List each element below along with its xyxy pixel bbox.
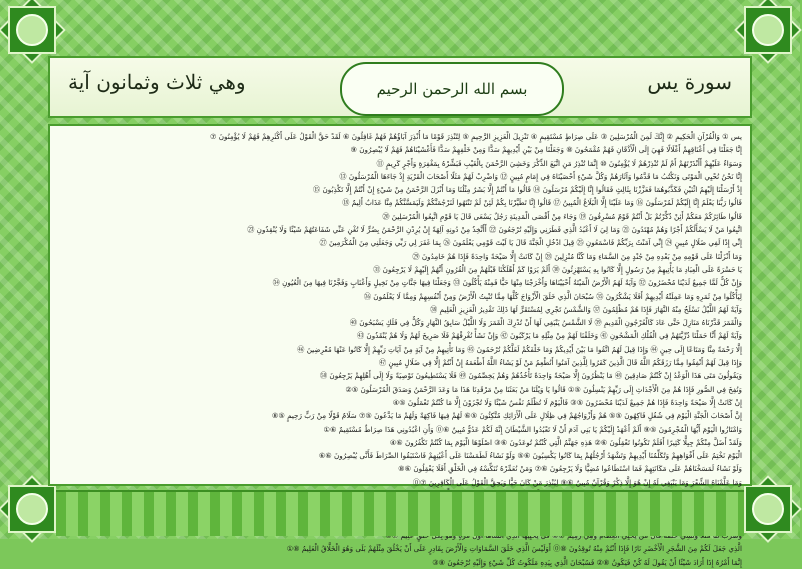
bottom-ornament-band xyxy=(56,490,744,536)
basmala-cartouche: بسم الله الرحمن الرحيم xyxy=(340,62,564,116)
corner-ornament-top-right xyxy=(740,2,796,58)
surah-header xyxy=(48,56,752,118)
text-line: وَإِذَا قِيلَ لَهُمْ أَنْفِقُوا مِمَّا رَزَقَكُمُ اللَّهُ قَالَ الَّذِينَ كَفَرُوا لِلَّذِينَ آمَنُوا أَنُطْعِمُ مَنْ لَوْ يَشَاءُ اللَّهُ أَطْعَمَهُ إِنْ أَنْتُمْ إِلَّا فِي ضَلَالٍ مُبِينٍ ㊼ xyxy=(378,358,742,368)
corner-ornament-bottom-left xyxy=(4,481,60,537)
text-line: وَآيَةٌ لَهُمْ أَنَّا حَمَلْنَا ذُرِّيَّتَهُمْ فِي الْفُلْكِ الْمَشْحُونِ ㊶ وَخَلَقْنَا لَهُمْ مِنْ مِثْلِهِ مَا يَرْكَبُونَ ㊷ وَإِنْ نَشَأْ نُغْرِقْهُمْ فَلَا صَرِيخَ لَهُمْ وَلَا هُمْ يُنْقَذُونَ ㊸ xyxy=(356,331,742,341)
text-line: الْيَوْمَ نَخْتِمُ عَلَى أَفْوَاهِهِمْ وَتُكَلِّمُنَا أَيْدِيهِمْ وَتَشْهَدُ أَرْجُلُهُمْ بِمَا كَانُوا يَكْسِبُونَ ⑥⑤ وَلَوْ نَشَاءُ لَطَمَسْنَا عَلَى أَعْيُنِهِمْ فَاسْتَبَقُوا الصِّرَاطَ فَأَنَّى يُبْصِرُونَ ⑥⑥ xyxy=(318,451,742,461)
corner-ornament-bottom-right xyxy=(740,481,796,537)
text-line: إِنَّا نَحْنُ نُحْيِي الْمَوْتَى وَنَكْتُبُ مَا قَدَّمُوا وَآثَارَهُمْ وَكُلَّ شَيْءٍ أَحْصَيْنَاهُ فِي إِمَامٍ مُبِينٍ ⑫ وَاضْرِبْ لَهُمْ مَثَلًا أَصْحَابَ الْقَرْيَةِ إِذْ جَاءَهَا الْمُرْسَلُونَ ⑬ xyxy=(339,171,742,181)
surah-text-body xyxy=(48,124,752,567)
text-line: إِنْ كَانَتْ إِلَّا صَيْحَةً وَاحِدَةً فَإِذَا هُمْ جَمِيعٌ لَدَيْنَا مُحْضَرُونَ ⑤③ فَالْيَوْمَ لَا تُظْلَمُ نَفْسٌ شَيْئًا وَلَا تُجْزَوْنَ إِلَّا مَا كُنْتُمْ تَعْمَلُونَ ⑤④ xyxy=(392,397,742,407)
text-line: وَمَا عَلَّمْنَاهُ الشِّعْرَ وَمَا يَنْبَغِي لَهُ إِنْ هُوَ إِلَّا ذِكْرٌ وَقُرْآنٌ مُبِينٌ ⑥⑨ لِيُنْذِرَ مَنْ كَانَ حَيًّا وَيَحِقَّ الْقَوْلُ عَلَى الْكَافِرِينَ ⑦⓪ xyxy=(412,477,742,487)
text-line: وَمَا أَنْزَلْنَا عَلَى قَوْمِهِ مِنْ بَعْدِهِ مِنْ جُنْدٍ مِنَ السَّمَاءِ وَمَا كُنَّا مُنْزِلِينَ ㉘ إِنْ كَانَتْ إِلَّا صَيْحَةً وَاحِدَةً فَإِذَا هُمْ خَامِدُونَ ㉙ xyxy=(412,251,742,261)
text-line: إِنَّا جَعَلْنَا فِي أَعْنَاقِهِمْ أَغْلَالًا فَهِيَ إِلَى الْأَذْقَانِ فَهُمْ مُقْمَحُونَ ⑧ وَجَعَلْنَا مِنْ بَيْنِ أَيْدِيهِمْ سَدًّا وَمِنْ خَلْفِهِمْ سَدًّا فَأَغْشَيْنَاهُمْ فَهُمْ لَا يُبْصِرُونَ ⑨ xyxy=(350,145,742,155)
text-line: اتَّبِعُوا مَنْ لَا يَسْأَلُكُمْ أَجْرًا وَهُمْ مُهْتَدُونَ ㉑ وَمَا لِيَ لَا أَعْبُدُ الَّذِي فَطَرَنِي وَإِلَيْهِ تُرْجَعُونَ ㉒ أَأَتَّخِذُ مِنْ دُونِهِ آلِهَةً إِنْ يُرِدْنِ الرَّحْمَنُ بِضُرٍّ لَا تُغْنِ عَنِّي شَفَاعَتُهُمْ شَيْئًا وَلَا يُنْقِذُونِ ㉓ xyxy=(247,225,742,235)
surah-name: سورة يس xyxy=(647,70,732,94)
text-line: إِذْ أَرْسَلْنَا إِلَيْهِمُ اثْنَيْنِ فَكَذَّبُوهُمَا فَعَزَّزْنَا بِثَالِثٍ فَقَالُوا إِنَّا إِلَيْكُمْ مُرْسَلُونَ ⑭ قَالُوا مَا أَنْتُمْ إِلَّا بَشَرٌ مِثْلُنَا وَمَا أَنْزَلَ الرَّحْمَنُ مِنْ شَيْءٍ إِنْ أَنْتُمْ إِلَّا تَكْذِبُونَ ⑮ xyxy=(312,185,742,195)
text-line: إِنَّ أَصْحَابَ الْجَنَّةِ الْيَوْمَ فِي شُغُلٍ فَاكِهُونَ ⑤⑤ هُمْ وَأَزْوَاجُهُمْ فِي ظِلَالٍ عَلَى الْأَرَائِكِ مُتَّكِئُونَ ⑤⑥ لَهُمْ فِيهَا فَاكِهَةٌ وَلَهُمْ مَا يَدَّعُونَ ⑤⑦ سَلَامٌ قَوْلًا مِنْ رَبٍّ رَحِيمٍ ⑤⑧ xyxy=(271,411,742,421)
text-line: قَالُوا طَائِرُكُمْ مَعَكُمْ أَئِنْ ذُكِّرْتُمْ بَلْ أَنْتُمْ قَوْمٌ مُسْرِفُونَ ⑲ وَجَاءَ مِنْ أَقْصَى الْمَدِينَةِ رَجُلٌ يَسْعَى قَالَ يَا قَوْمِ اتَّبِعُوا الْمُرْسَلِينَ ⑳ xyxy=(382,211,742,221)
text-line: إِلَّا رَحْمَةً مِنَّا وَمَتَاعًا إِلَى حِينٍ ㊹ وَإِذَا قِيلَ لَهُمُ اتَّقُوا مَا بَيْنَ أَيْدِيكُمْ وَمَا خَلْفَكُمْ لَعَلَّكُمْ تُرْحَمُونَ ㊺ وَمَا تَأْتِيهِمْ مِنْ آيَةٍ مِنْ آيَاتِ رَبِّهِمْ إِلَّا كَانُوا عَنْهَا مُعْرِضِينَ ㊻ xyxy=(297,344,742,354)
text-line: وَلَوْ نَشَاءُ لَمَسَخْنَاهُمْ عَلَى مَكَانَتِهِمْ فَمَا اسْتَطَاعُوا مُضِيًّا وَلَا يَرْجِعُونَ ⑥⑦ وَمَنْ نُعَمِّرْهُ نُنَكِّسْهُ فِي الْخَلْقِ أَفَلَا يَعْقِلُونَ ⑥⑧ xyxy=(398,464,742,474)
text-line: وَيَقُولُونَ مَتَى هَذَا الْوَعْدُ إِنْ كُنْتُمْ صَادِقِينَ ㊽ مَا يَنْظُرُونَ إِلَّا صَيْحَةً وَاحِدَةً تَأْخُذُهُمْ وَهُمْ يَخِصِّمُونَ ㊾ فَلَا يَسْتَطِيعُونَ تَوْصِيَةً وَلَا إِلَى أَهْلِهِمْ يَرْجِعُونَ ㊿ xyxy=(319,371,742,381)
text-line: وَسَوَاءٌ عَلَيْهِمْ أَأَنْذَرْتَهُمْ أَمْ لَمْ تُنْذِرْهُمْ لَا يُؤْمِنُونَ ⑩ إِنَّمَا تُنْذِرُ مَنِ اتَّبَعَ الذِّكْرَ وَخَشِيَ الرَّحْمَنَ بِالْغَيْبِ فَبَشِّرْهُ بِمَغْفِرَةٍ وَأَجْرٍ كَرِيمٍ ⑪ xyxy=(376,158,742,168)
text-line: الَّذِي جَعَلَ لَكُمْ مِنَ الشَّجَرِ الْأَخْضَرِ نَارًا فَإِذَا أَنْتُمْ مِنْهُ تُوقِدُونَ ⑧⓪ أَوَلَيْسَ الَّذِي خَلَقَ السَّمَاوَاتِ وَالْأَرْضَ بِقَادِرٍ عَلَى أَنْ يَخْلُقَ مِثْلَهُمْ بَلَى وَهُوَ الْخَلَّاقُ الْعَلِيمُ ⑧① xyxy=(286,544,742,554)
text-line: وَإِنْ كُلٌّ لَمَّا جَمِيعٌ لَدَيْنَا مُحْضَرُونَ ㉜ وَآيَةٌ لَهُمُ الْأَرْضُ الْمَيْتَةُ أَحْيَيْنَاهَا وَأَخْرَجْنَا مِنْهَا حَبًّا فَمِنْهُ يَأْكُلُونَ ㉝ وَجَعَلْنَا فِيهَا جَنَّاتٍ مِنْ نَخِيلٍ وَأَعْنَابٍ وَفَجَّرْنَا فِيهَا مِنَ الْعُيُونِ ㉞ xyxy=(272,278,742,288)
text-line: وَلَقَدْ أَضَلَّ مِنْكُمْ جِبِلًّا كَثِيرًا أَفَلَمْ تَكُونُوا تَعْقِلُونَ ⑥② هَذِهِ جَهَنَّمُ الَّتِي كُنْتُمْ تُوعَدُونَ ⑥③ اصْلَوْهَا الْيَوْمَ بِمَا كُنْتُمْ تَكْفُرُونَ ⑥④ xyxy=(389,437,742,447)
corner-ornament-top-left xyxy=(4,2,60,58)
text-line: لِيَأْكُلُوا مِنْ ثَمَرِهِ وَمَا عَمِلَتْهُ أَيْدِيهِمْ أَفَلَا يَشْكُرُونَ ㉟ سُبْحَانَ الَّذِي خَلَقَ الْأَزْوَاجَ كُلَّهَا مِمَّا تُنْبِتُ الْأَرْضُ وَمِنْ أَنْفُسِهِمْ وَمِمَّا لَا يَعْلَمُونَ ㊱ xyxy=(363,291,742,301)
text-line: إِنِّي إِذًا لَفِي ضَلَالٍ مُبِينٍ ㉔ إِنِّي آمَنْتُ بِرَبِّكُمْ فَاسْمَعُونِ ㉕ قِيلَ ادْخُلِ الْجَنَّةَ قَالَ يَا لَيْتَ قَوْمِي يَعْلَمُونَ ㉖ بِمَا غَفَرَ لِي رَبِّي وَجَعَلَنِي مِنَ الْمُكْرَمِينَ ㉗ xyxy=(319,238,742,248)
text-line: وَنُفِخَ فِي الصُّورِ فَإِذَا هُمْ مِنَ الْأَجْدَاثِ إِلَى رَبِّهِمْ يَنْسِلُونَ ⑤① قَالُوا يَا وَيْلَنَا مَنْ بَعَثَنَا مِنْ مَرْقَدِنَا هَذَا مَا وَعَدَ الرَّحْمَنُ وَصَدَقَ الْمُرْسَلُونَ ⑤② xyxy=(345,384,742,394)
text-line: وَآيَةٌ لَهُمُ اللَّيْلُ نَسْلَخُ مِنْهُ النَّهَارَ فَإِذَا هُمْ مُظْلِمُونَ ㊲ وَالشَّمْسُ تَجْرِي لِمُسْتَقَرٍّ لَهَا ذَلِكَ تَقْدِيرُ الْعَزِيزِ الْعَلِيمِ ㊳ xyxy=(430,304,742,314)
text-line: وَامْتَازُوا الْيَوْمَ أَيُّهَا الْمُجْرِمُونَ ⑤⑨ أَلَمْ أَعْهَدْ إِلَيْكُمْ يَا بَنِي آدَمَ أَنْ لَا تَعْبُدُوا الشَّيْطَانَ إِنَّهُ لَكُمْ عَدُوٌّ مُبِينٌ ⑥⓪ وَأَنِ اعْبُدُونِي هَذَا صِرَاطٌ مُسْتَقِيمٌ ⑥① xyxy=(323,424,742,434)
text-line: يَا حَسْرَةً عَلَى الْعِبَادِ مَا يَأْتِيهِمْ مِنْ رَسُولٍ إِلَّا كَانُوا بِهِ يَسْتَهْزِئُونَ ㉚ أَلَمْ يَرَوْا كَمْ أَهْلَكْنَا قَبْلَهُمْ مِنَ الْقُرُونِ أَنَّهُمْ إِلَيْهِمْ لَا يَرْجِعُونَ ㉛ xyxy=(373,264,742,274)
text-line: قَالُوا رَبُّنَا يَعْلَمُ إِنَّا إِلَيْكُمْ لَمُرْسَلُونَ ⑯ وَمَا عَلَيْنَا إِلَّا الْبَلَاغُ الْمُبِينُ ⑰ قَالُوا إِنَّا تَطَيَّرْنَا بِكُمْ لَئِنْ لَمْ تَنْتَهُوا لَنَرْجُمَنَّكُمْ وَلَيَمَسَّنَّكُمْ مِنَّا عَذَابٌ أَلِيمٌ ⑱ xyxy=(342,198,742,208)
text-line: يس ① وَالْقُرْآنِ الْحَكِيمِ ② إِنَّكَ لَمِنَ الْمُرْسَلِينَ ③ عَلَى صِرَاطٍ مُسْتَقِيمٍ ④ تَنْزِيلَ الْعَزِيزِ الرَّحِيمِ ⑤ لِتُنْذِرَ قَوْمًا مَا أُنْذِرَ آبَاؤُهُمْ فَهُمْ غَافِلُونَ ⑥ لَقَدْ حَقَّ الْقَوْلُ عَلَى أَكْثَرِهِمْ فَهُمْ لَا يُؤْمِنُونَ ⑦ xyxy=(210,132,742,141)
ayah-count: وهي ثلاث وثمانون آية xyxy=(68,70,246,94)
text-line: وَالْقَمَرَ قَدَّرْنَاهُ مَنَازِلَ حَتَّى عَادَ كَالْعُرْجُونِ الْقَدِيمِ ㊴ لَا الشَّمْسُ يَنْبَغِي لَهَا أَنْ تُدْرِكَ الْقَمَرَ وَلَا اللَّيْلُ سَابِقُ النَّهَارِ وَكُلٌّ فِي فَلَكٍ يَسْبَحُونَ ㊵ xyxy=(349,318,742,328)
text-line: إِنَّمَا أَمْرُهُ إِذَا أَرَادَ شَيْئًا أَنْ يَقُولَ لَهُ كُنْ فَيَكُونُ ⑧② فَسُبْحَانَ الَّذِي بِيَدِهِ مَلَكُوتُ كُلِّ شَيْءٍ وَإِلَيْهِ تُرْجَعُونَ ⑧③ xyxy=(432,557,742,567)
